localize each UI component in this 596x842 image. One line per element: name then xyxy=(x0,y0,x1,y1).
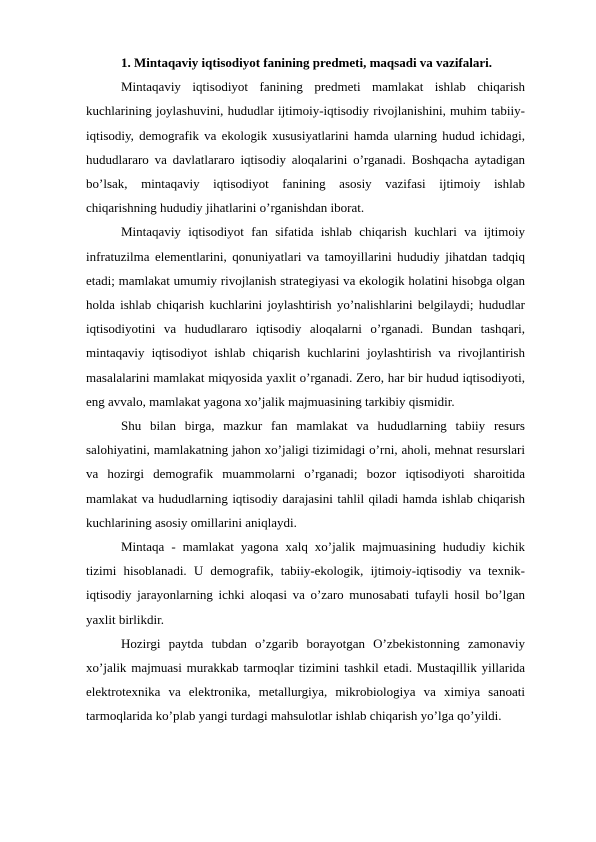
paragraph-region-definition: Mintaqa - mamlakat yagona xalq xo’jalik majmuasining hududiy kichik tizimi hisoblanadi. U demografik, tabiiy-ekologik, ijtimoiy-iqtisodiy va texnik-iqtisodiy jarayonlarning ichki aloqasi va o’zaro munosabati tufayli hosil bo’lgan yaxlit birlikdir. xyxy=(86,539,525,627)
paragraph-modern-economy: Hozirgi paytda tubdan o’zgarib borayotgan O’zbekistonning zamonaviy xo’jalik majmuasi murakkab tarmoqlar tizimini tashkil etadi. Mustaqillik yillarida elektrotexnika va elektronika, metallurgiya, mikrobiologiya va ximiya sanoati tarmoqlarida ko’plab yangi turdagi mahsulotlar ishlab chiqarish yo’lga qo’yildi. xyxy=(86,635,525,724)
paragraph-subject: Mintaqaviy iqtisodiyot fanining predmeti mamlakat ishlab chiqarish kuchlarining joylashuvini, hududlar ijtimoiy-iqtisodiy rivojlanishini, muhim tabiiy-iqtisodiy, demografik va ekologik xususiyatlarini hamda ularning hudud ichidagi, hududlararo va davlatlararo iqtisodiy aloqalarini o’rganadi. Boshqacha aytadigan bo’lsak, mintaqaviy iqtisodiyot fanining asosiy vazifasi ijtimoiy ishlab chiqarishning hududiy jihatlarini o’rganishdan iborat. xyxy=(86,79,525,216)
section-heading: 1. Mintaqaviy iqtisodiyot fanining predmeti, maqsadi va vazifalari. xyxy=(121,55,493,70)
paragraph-science-scope: Mintaqaviy iqtisodiyot fan sifatida ishlab chiqarish kuchlari va ijtimoiy infratuzilma elementlarini, qonuniyatlari va tamoyillarini hududiy jihatdan tadqiq etadi; mamlakat umumiy rivojlanish strategiyasi va ekologik holatini hisobga olgan holda ishlab chiqarish kuchlarini joylashtirish yo’nalishlarini belgilaydi; hududlar iqtisodiyotini va hududlararo iqtisodiy aloqalarni o’rganadi. Bundan tashqari, mintaqaviy iqtisodiyot ishlab chiqarish kuchlarini joylashtirish va rivojlantirish masalalarini mamlakat miqyosida yaxlit o’rganadi. Zero, har bir hudud iqtisodiyoti, eng avvalo, mamlakat yagona xo’jalik majmuasining tarkibiy qismidir. xyxy=(86,224,525,409)
paragraph-resources: Shu bilan birga, mazkur fan mamlakat va hududlarning tabiiy resurs salohiyatini, mamlakatning jahon xo’jaligi tizimidagi o’rni, aholi, mehnat resurslari va hozirgi demografik muammolarni o’rganadi; bozor iqtisodiyoti sharoitida mamlakat va hududlarning iqtisodiy darajasini tahlil qiladi hamda ishlab chiqarish kuchlarining asosiy omillarini aniqlaydi. xyxy=(86,418,525,530)
document-page xyxy=(86,51,525,729)
